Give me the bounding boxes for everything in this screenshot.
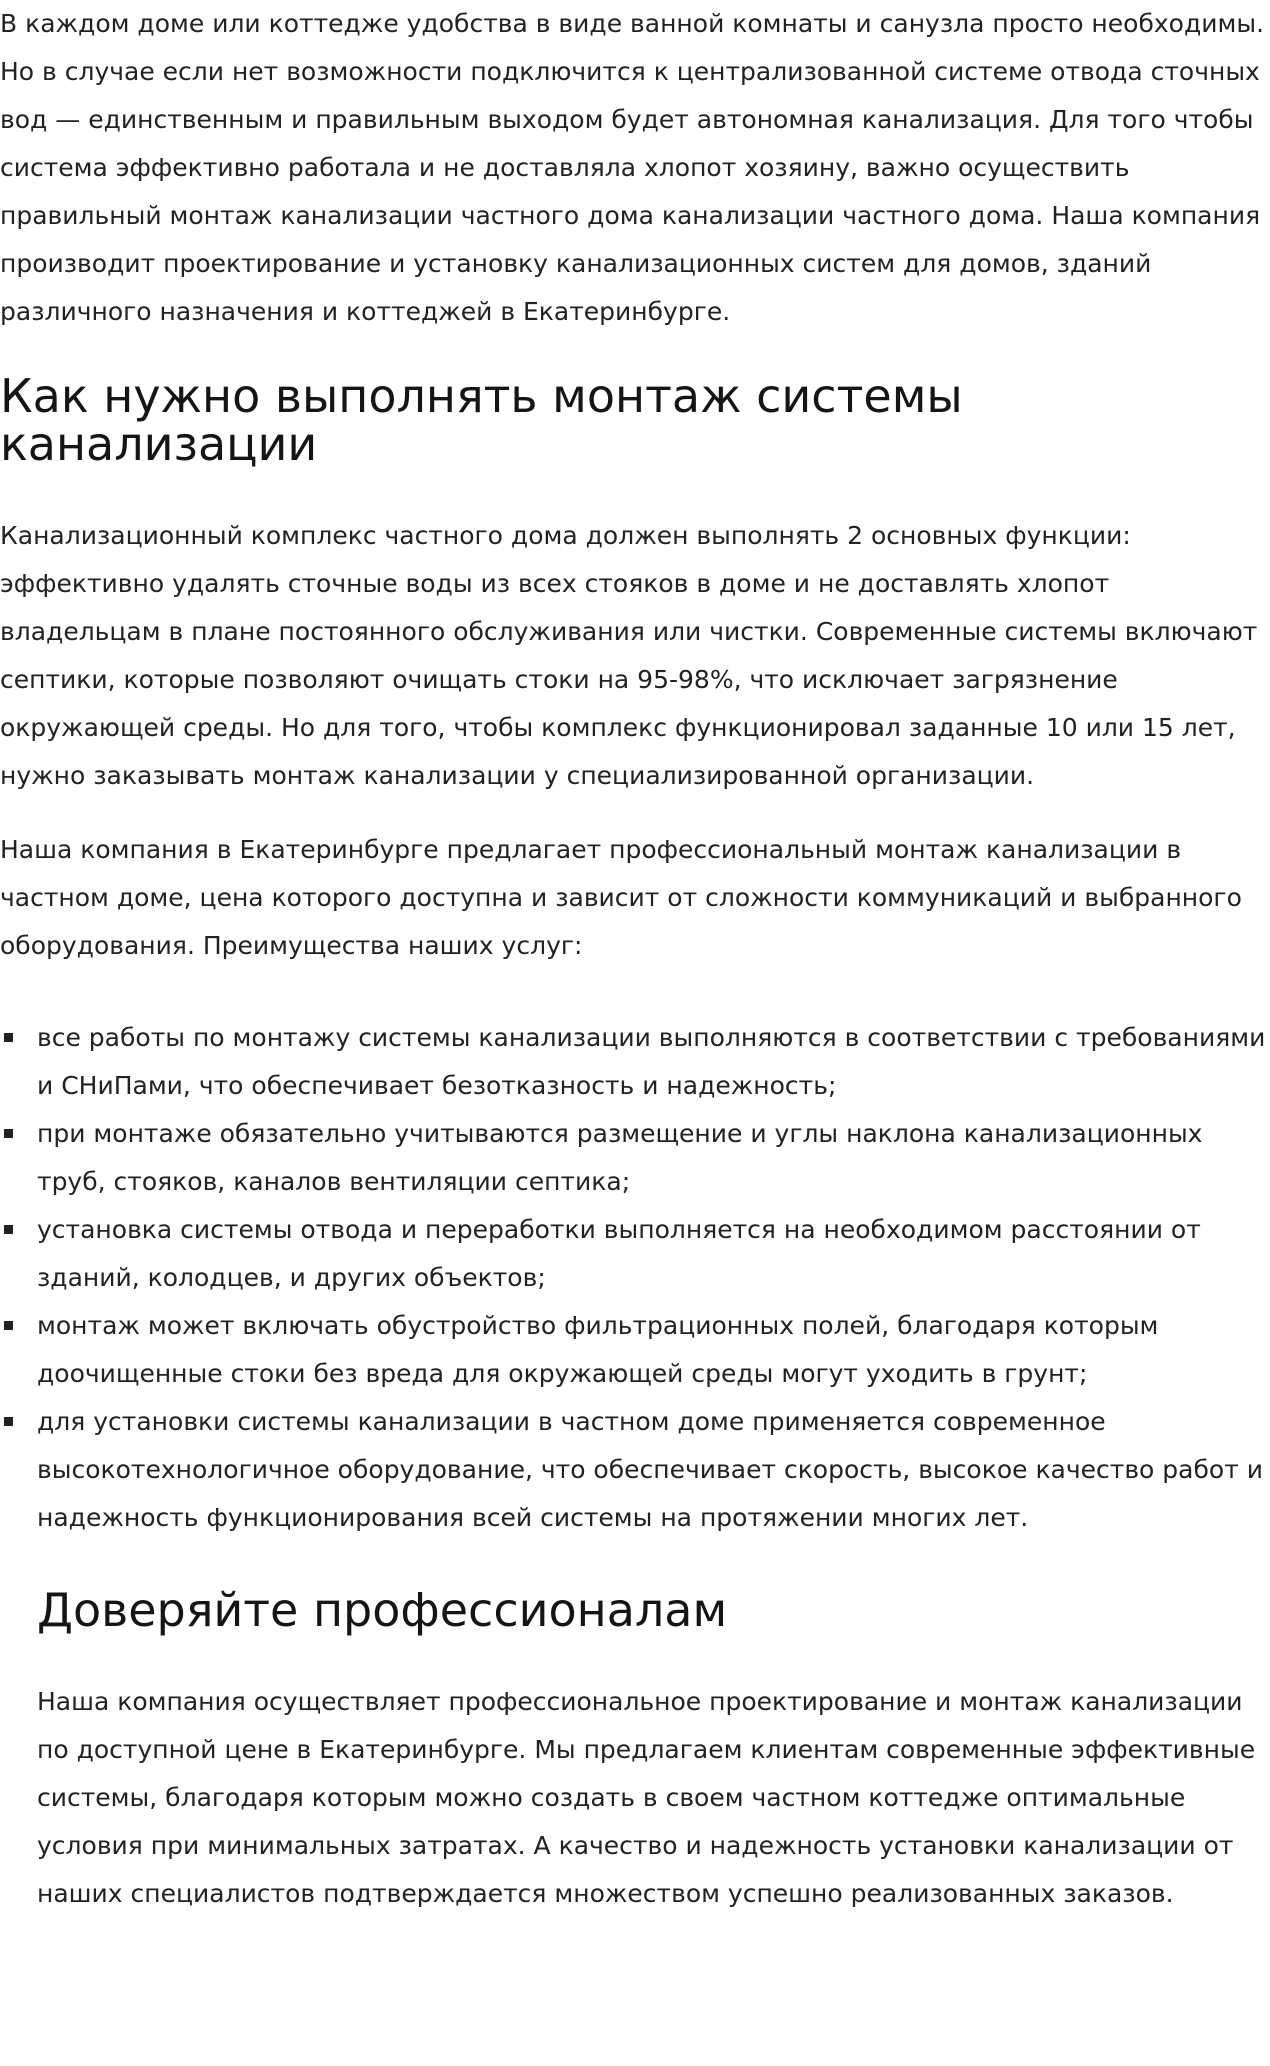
trust-heading: Доверяйте профессионалам	[37, 1583, 728, 1637]
list-item	[0, 1110, 1270, 1206]
list-item-text: для установки системы канализации в частном доме применяется современное высокотехнологичное оборудование, что обеспечивает скорость, высокое качество работ и надежность функционирования всей системы на протяжении многих лет.	[37, 1407, 1263, 1532]
intro-paragraph: В каждом доме или коттедже удобства в виде ванной комнаты и санузла просто необходимы. Но в случае если нет возможности подключится к централизованной системе отвода сточных вод — единственным и правильным выходом будет автономная канализация. Для того чтобы система эффективно работала и не доставляла хлопот хозяину, важно осуществить правильный монтаж канализации частного дома канализации частного дома. Наша компания производит проектирование и установку канализационных систем для домов, зданий различного назначения и коттеджей в Екатеринбурге.	[0, 9, 1265, 326]
list-item	[0, 1398, 1270, 1542]
list-item	[0, 1206, 1270, 1302]
list-item-text: монтаж может включать обустройство фильтрационных полей, благодаря которым доочищенные стоки без вреда для окружающей среды могут уходить в грунт;	[37, 1311, 1159, 1388]
square-bullet-icon	[4, 1321, 13, 1330]
trust-paragraph: Наша компания осуществляет профессиональное проектирование и монтаж канализации по доступной цене в Екатеринбурге. Мы предлагаем клиентам современные эффективные системы, благодаря которым можно создать в своем частном коттедже оптимальные условия при минимальных затратах. А качество и надежность установки канализации от наших специалистов подтверждается множеством успешно реализованных заказов.	[37, 1687, 1256, 1908]
benefits-list	[0, 1014, 1270, 1542]
list-item-text: все работы по монтажу системы канализации выполняются в соответствии с требованиями и СНиПами, что обеспечивает безотказность и надежность;	[37, 1023, 1266, 1100]
montage-heading: Как нужно выполнять монтаж системы канализации	[0, 369, 963, 471]
list-item-text: установка системы отвода и переработки выполняется на необходимом расстоянии от зданий, колодцев, и других объектов;	[37, 1215, 1201, 1292]
list-item	[0, 1302, 1270, 1398]
list-item-text: при монтаже обязательно учитываются размещение и углы наклона канализационных труб, стояков, каналов вентиляции септика;	[37, 1119, 1203, 1196]
square-bullet-icon	[4, 1417, 13, 1426]
square-bullet-icon	[4, 1033, 13, 1042]
list-item	[0, 1014, 1270, 1110]
montage-paragraph-company: Наша компания в Екатеринбурге предлагает профессиональный монтаж канализации в частном доме, цена которого доступна и зависит от сложности коммуникаций и выбранного оборудования. Преимущества наших услуг:	[0, 835, 1242, 960]
square-bullet-icon	[4, 1129, 13, 1138]
square-bullet-icon	[4, 1225, 13, 1234]
trust-section	[0, 1583, 1270, 1918]
montage-paragraph-functions: Канализационный комплекс частного дома должен выполнять 2 основных функции: эффективно удалять сточные воды из всех стояков в доме и не доставлять хлопот владельцам в плане постоянного обслуживания или чистки. Современные системы включают септики, которые позволяют очищать стоки на 95-98%, что исключает загрязнение окружающей среды. Но для того, чтобы комплекс функционировал заданные 10 или 15 лет, нужно заказывать монтаж канализации у специализированной организации.	[0, 521, 1258, 790]
